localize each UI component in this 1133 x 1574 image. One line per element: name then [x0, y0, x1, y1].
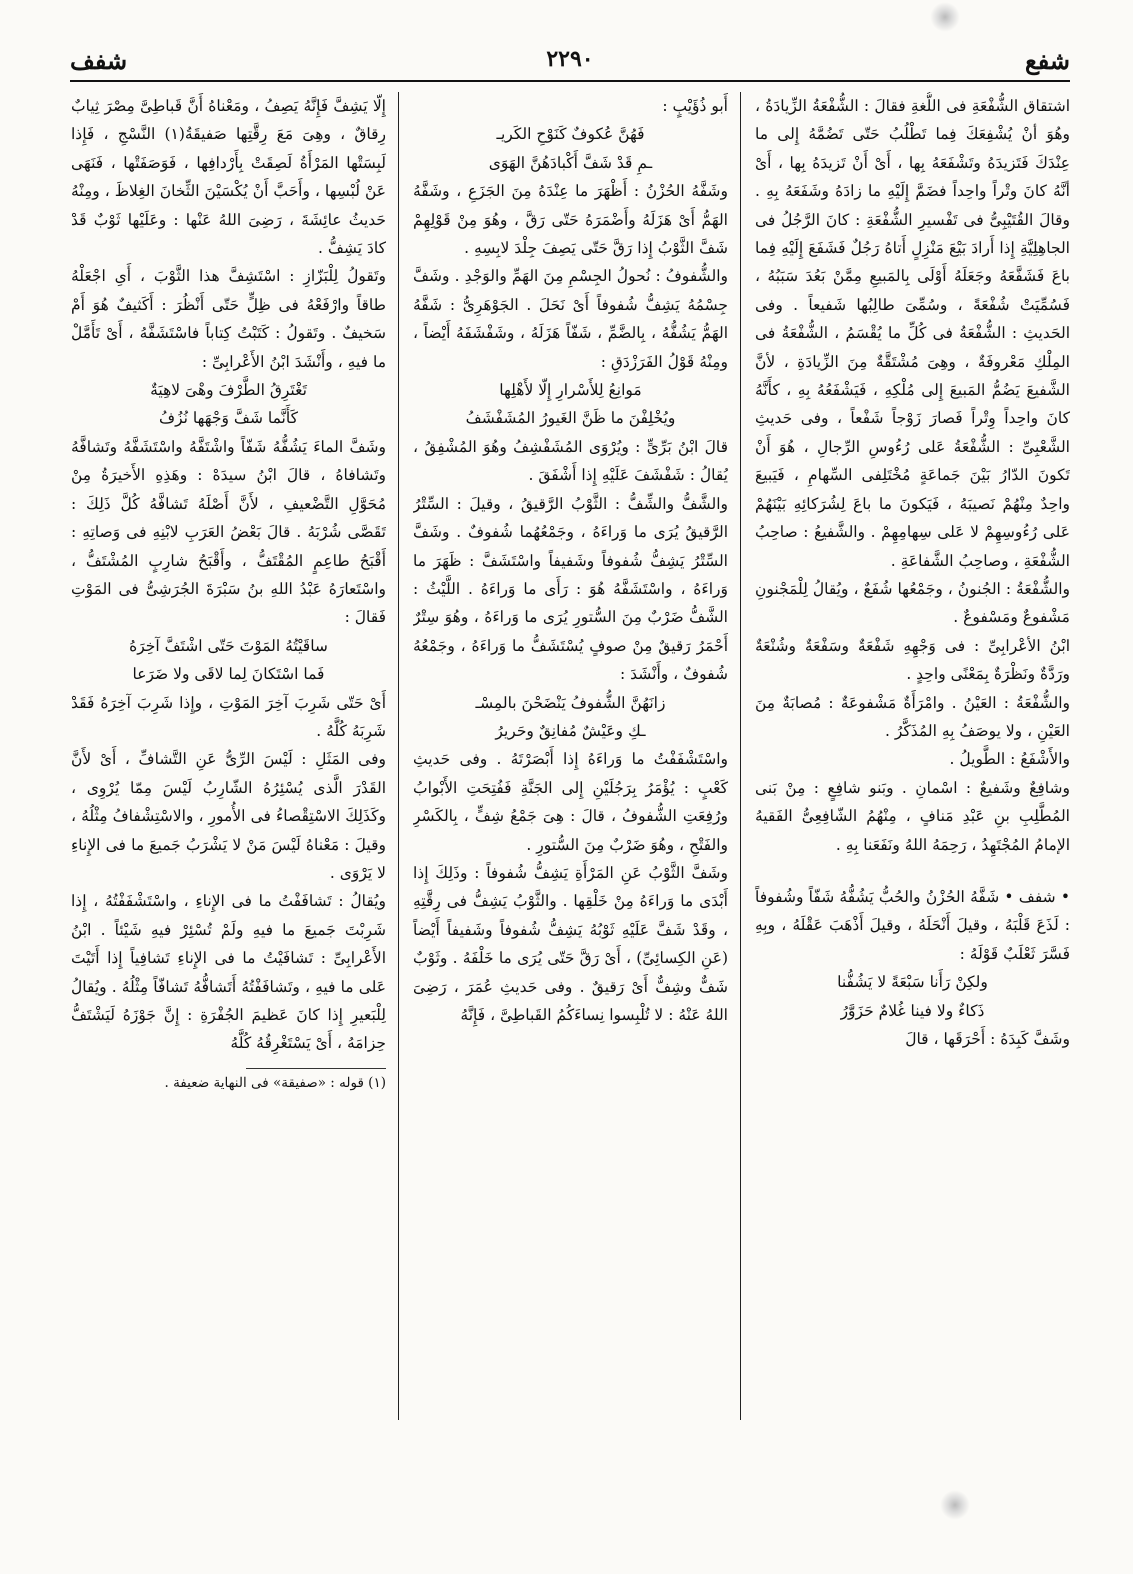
- verse-line: فَهُنَّ عُكوفٌ كَنَوْحِ الكَريـ: [496, 125, 645, 144]
- entry-paragraph: واسْتَشْفَفْتُ ما وَراءَهُ إِذا أَبْصَرْتَهُ . وفى حَديثِ كَعْبٍ : يُؤْمَرُ بِرَجُلَيْنِ إِلى الجَنَّةِ فَفُتِحَتِ الأَبْوابُ ورُفِعَتِ الشُّفوفُ ، قالَ : هِىَ جَمْعُ شِفٍّ ، بِالكَسْرِ والفَتْحِ ، وهُوَ ضَرْبٌ مِنَ السُّتورِ .: [413, 750, 728, 854]
- entry-paragraph: والشُّفوفُ : نُحولُ الجِسْمِ مِنَ الهَمِّ والوَجْدِ . وشَفَّ جِسْمُهُ يَشِفُّ شُفوفاً أَىْ نَحَلَ . الجَوْهَرِىُّ : شَفَّهُ الهَمُّ يَشُفُّهُ ، بِالضَّمِّ ، شَفّاً هَزَلَهُ ، وشَفْشَفَهُ أَيْضاً ، ومِنْهُ قَوْلُ الفَرَزْدَقِ :: [413, 267, 728, 371]
- section-gap: [755, 859, 1070, 883]
- verse-line: كَأَنَّما شَفَّ وَجْهَها نُزُفُ: [159, 409, 298, 428]
- verse-line: ـكِ وعَيْشٌ مُفانِقٌ وحَريرُ: [495, 721, 646, 740]
- entry-paragraph: وشَفَّ الماءَ يَشُفُّهُ شَفّاً واشْتَفَّهُ واسْتَشَفَّهُ وتَشافَّهُ وتَشافاهُ ، قالَ ابْنُ سيدَهْ : وهَذِهِ الأَخيرَةُ مِنْ مُحَوَّلِ التَّضْعيفِ ، لأَنَّ أَصْلَهُ تَشافَّهُ كُلَّ ذَلِكَ : تَقَصَّى شُرْبَهُ . قالَ بَعْضُ العَرَبِ لابْنِهِ فى وَصاتِهِ : أَقْبَحُ طاعِمٍ المُقْتَفُّ ، وأَقْبَحُ شارِبٍ المُشْتَفُّ ، واسْتَعارَهُ عَبْدُ اللهِ بنُ سَبْرَةَ الجُرَشِىُّ فى المَوْتِ فَقالَ :: [71, 437, 386, 627]
- verse-line: فَما اسْتَكانَ لِما لاقَى ولا ضَرَعا: [132, 665, 325, 684]
- entry-paragraph: والأَشْفَعُ : الطَّويلُ .: [949, 750, 1070, 769]
- verse-line: تَغْتَرِقُ الطَّرْفَ وهْىَ لاهِيَةٌ: [150, 381, 307, 400]
- scan-speck: [930, 2, 960, 32]
- entry-paragraph: وفى المَثَلِ : لَيْسَ الرِّىُّ عَنِ التَّشافِّ ، أَىْ لأَنَّ القَدْرَ الَّذى يُسْئِرُهُ الشّارِبُ لَيْسَ مِمّا يُرْوِى ، وكَذَلِكَ الاسْتِقْصاءُ فى الأُمورِ ، والاسْتِشْفافُ مِثْلُهُ ، وقيلَ : مَعْناهُ لَيْسَ مَنْ لا يَشْرَبُ جَميعَ ما فى الإِناءِ لا يَرْوَى .: [71, 750, 386, 882]
- entry-heading-paragraph: • شفف • شَفَّهُ الحُزْنُ والحُبُّ يَشُفُّهُ شَفّاً وشُفوفاً : لَذَعَ قَلْبَهُ ، وقيلَ أَنْحَلَهُ ، وقيلَ أَذْهَبَ عَقْلَهُ ، وبِهِ فَسَّرَ ثَعْلَبٌ قَوْلَهُ :: [755, 887, 1070, 963]
- entry-paragraph: ابْنُ الأعْرابِىِّ : فى وَجْهِهِ شَفْعَةٌ وسَفْعَةٌ وشُنْعَةٌ ورَدَّةٌ ونَظْرَةٌ بِمَعْنًى واحِدٍ .: [755, 636, 1070, 684]
- column-left: [71, 92, 386, 1454]
- verse-line: ـمِ قَدْ شَفَّ أَكْبادَهُنَّ الهَوَى: [488, 153, 653, 172]
- verse-line: ساقَيْتُهُ المَوْتَ حَتّى اشْتَفَّ آخِرَهُ: [129, 636, 328, 655]
- column-divider: [398, 92, 399, 1420]
- column-right: [755, 92, 1070, 1454]
- entry-paragraph: وشَفَّهُ الحُزْنُ : أَظْهَرَ ما عِنْدَهُ مِنَ الجَزَعِ ، وشَفَّهُ الهَمُّ أَىْ هَزَلَهُ وأَضْمَرَهُ حَتّى رَقَّ ، وهُوَ مِنْ قَوْلِهِمْ شَفَّ الثَّوْبُ إِذا رَقَّ حَتّى يَصِفَ جِلْدَ لابِسِهِ .: [413, 182, 728, 258]
- entry-paragraph: وشَفَّ الثَّوْبُ عَنِ المَرْأَةِ يَشِفُّ شُفوفاً : وذَلِكَ إِذا أَبْدَى ما وَراءَهُ مِنْ خَلْقِها . والثَّوْبُ يَشِفُّ فى رِقَّتِهِ ، وقَدْ شَفَّ عَلَيْهِ ثَوْبُهُ يَشِفُّ شُفوفاً وشَفيفاً أَيْضاً (عَنِ الكِسائِىِّ) ، أَىْ رَقَّ حَتّى يُرَى ما خَلْفَهُ . وثَوْبٌ شَفٌّ وشِفٌّ أَىْ رَقيقٌ . وفى حَديثِ عُمَرَ ، رَضِىَ اللهُ عَنْهُ : لا تُلْبِسوا نِساءَكُمُ القَباطِىَّ ، فَإِنَّهُ: [413, 863, 728, 1024]
- entry-paragraph: ويُقالُ : تَشافَفْتُ ما فى الإِناءِ ، واسْتَشْفَفْتُهُ ، إِذا شَرِبْتَ جَميعَ ما فيهِ ولَمْ تُسْئِرْ فيهِ شَيْئاً . ابْنُ الأَعْرابِىِّ : تَشافَيْتُ ما فى الإِناءِ تَشافِياً إِذا أَتَيْتَ عَلى ما فيهِ ، وتَشافَفْتُهُ أَتَشافُّهُ تَشافّاً مِثْلُهُ . ويُقالُ لِلْبَعيرِ إِذا كانَ عَظيمَ الجُفْرَةِ : إِنَّ جَوْزَهُ لَيَشْتَفُّ حِزامَهُ ، أَىْ يَسْتَغْرِقُهُ كُلَّهُ: [71, 892, 386, 1053]
- footnote: (١) قوله : «صفيقة» فى النهاية ضعيفة .: [164, 1074, 386, 1091]
- page-header: [70, 44, 1070, 82]
- entry-paragraph: إِلّا يَشِفَّ فَإِنَّهُ يَصِفُ ، ومَعْناهُ أَنَّ قَباطِىَّ مِصْرَ ثِيابٌ رِقاقٌ ، وهِىَ مَعَ رِقَّتِها صَفيقَةُ(١) النَّسْجِ ، فَإِذا لَبِسَتْها المَرْأَةُ لَصِقَتْ بِأَرْدافِها ، فَوَصَفَتْها ، فَنَهَى عَنْ لُبْسِها ، وأَحَبَّ أَنْ يُكْسَيْنَ الثِّخانَ الغِلاظَ ، ومِنْهُ حَديثُ عائِشَةَ ، رَضِىَ اللهُ عَنْها : وعَلَيْها ثَوْبٌ قَدْ كادَ يَشِفُّ .: [71, 97, 386, 258]
- entry-paragraph: أَبو ذُؤَيْبٍ :: [662, 97, 728, 115]
- header-root-word-left: شفف: [70, 46, 128, 75]
- scan-speck: [940, 1490, 970, 1520]
- entry-paragraph: أَىْ حَتّى شَرِبَ آخِرَ المَوْتِ ، وإِذا شَرِبَ آخِرَهُ فَقَدْ شَرِبَهُ كُلَّهُ .: [71, 693, 386, 740]
- verse-line: ويُخْلِفْنَ ما ظَنَّ الغَيورُ المُشَفْشَفُ: [465, 409, 676, 428]
- entry-paragraph: اشتقاق الشُّفْعَةِ فى اللُّغةِ فقالَ : الشُّفْعَةُ الزِّيادَةُ ، وهُوَ أنْ يُشْفِعَكَ فِما تَطْلُبُ حَتّى تَضُمَّهُ إِلى ما عِنْدَكَ فَتَزيدَهُ وتَشْفَعَهُ بِها ، أَىْ أَنْ تَزيدَهُ بِها ، أَىْ أنَّهُ كانَ وتْراً واحِداً فضَمَّ إِلَيْهِ ما زادَهُ وشَفَعَهُ بِهِ . وقالَ القُتَيْبِىُّ فى تَفْسيرِ الشُّفْعَةِ : كانَ الرَّجُلُ فى الجاهِلِيَّةِ إِذا أَرادَ بَيْعَ مَنْزِلٍ أَتاهُ رَجُلٌ فَشَفَعَ إِلَيْهِ فِما باعَ فَشَفَّعَهُ وجَعَلَهُ أَوْلَى بِالمَبيعِ مِمَّنْ بَعُدَ سَبَبُهُ ، فَسُمِّيَتْ شُفْعَةً ، وسُمِّىَ طالِبُها شَفيعاً . وفى الحَديثِ : الشُّفْعَةُ فى كُلِّ ما يُقْسَمُ ، الشُّفْعَةُ فى المِلْكِ مَعْروفَةٌ ، وهِىَ مُشْتَقَّةٌ مِنَ الزِّيادَةِ ، لأنَّ الشَّفيعَ يَضُمُّ المَبيعَ إِلى مُلْكِهِ ، فَيَشْفَعُهُ بِهِ ، كأَنَّهُ كانَ واحِداً وِتْراً فَصارَ زَوْجاً شَفْعاً ، وفى حَديثِ الشَّعْبِىِّ : الشُّفْعَةُ عَلى رُءُوسِ الرِّجالِ ، هُوَ أَنْ تَكونَ الدّارُ بَيْنَ جَماعَةٍ مُخْتَلِفى السِّهامِ ، فَيَبيعَ واحِدٌ مِنْهُمْ نَصيبَهُ ، فَيَكونَ ما باعَ لِشُرَكائِهِ بَيْنَهُمْ عَلى رُءُوسِهِمْ لا عَلى سِهامِهِمْ . والشَّفيعُ : صاحِبُ الشُّفْعَةِ ، وصاحِبُ الشَّفاعَةِ .: [755, 97, 1070, 570]
- verse-line: ولكِنْ رَأَنا سَبْعَةً لا يَشُفُّنا: [837, 973, 988, 992]
- header-rule: [70, 80, 1070, 82]
- column-divider: [740, 92, 741, 1420]
- header-root-word-right: شفع: [1024, 46, 1070, 75]
- entry-paragraph: والشُّفْعَةُ : الجُنونُ ، وجَمْعُها شُفَعٌ ، ويُقالُ لِلْمَجْنونِ مَشْفوعٌ ومَسْفوعٌ .: [755, 579, 1070, 627]
- verse-line: ذَكاءٌ ولا فينا غُلامٌ حَزَوَّرُ: [840, 1001, 985, 1020]
- entry-paragraph: وتَقولُ لِلْبَزّازِ : اسْتَشِفَّ هذا الثَّوْبَ ، أَىِ اجْعَلْهُ طاقاً وارْفَعْهُ فى ظِلٍّ حَتّى أَنْظُرَ : أَكَثيفٌ هُوَ أَمْ سَخيفٌ . وتَقولُ : كَتَبْتُ كِتاباً فاسْتَشَفَّهُ ، أَىْ تَأَمَّلْ ما فيهِ ، وأَنْشَدَ ابْنُ الأَعْرابِىِّ :: [71, 267, 386, 371]
- entry-paragraph: والشَّفُّ والشِّفُّ : الثَّوْبُ الرَّقيقُ ، وقيلَ : السِّتْرُ الرَّقيقُ يُرَى ما وَراءَهُ ، وجَمْعُهُما شُفوفٌ . وشَفَّ السِّتْرُ يَشِفُّ شُفوفاً وشَفيفاً واسْتَشَفَّ : ظَهَرَ ما وَراءَهُ ، واسْتَشَفَّهُ هُوَ : رَأَى ما وَراءَهُ . اللَّيْثُ : الشَّفُّ ضَرْبٌ مِنَ السُّتورِ يُرَى ما وَراءَهُ ، وهُوَ سِتْرٌ أَحْمَرُ رَقيقٌ مِنْ صوفٍ يُسْتَشَفُّ ما وَراءَهُ ، وجَمْعُهُ شُفوفٌ ، وأَنْشَدَ :: [413, 494, 728, 684]
- column-middle: [413, 92, 728, 1454]
- verse-line: مَوانِعُ لِلأَسْرارِ إِلّا لأَهْلِها: [499, 381, 642, 400]
- dictionary-page: [70, 44, 1070, 1464]
- entry-paragraph: قالَ ابْنُ بَرِّىٍّ : ويُرْوَى المُشَفْشِفُ وهُوَ المُشْفِقُ ، يُقالُ : شَفْشَفَ عَلَيْهِ إِذا أَشْفَقَ .: [413, 437, 728, 485]
- entry-paragraph: والشُّفْعَةُ : العَيْنُ . وامْرَأَةٌ مَشْفوعَةٌ : مُصابَةٌ مِنَ العَيْنِ ، ولا يوصَفُ بِهِ المُذَكَّرُ .: [755, 693, 1070, 740]
- footnote-rule: [246, 1068, 386, 1069]
- verse-line: زانَهُنَّ الشُّفوفُ يَنْضَحْنَ بالمِسْـ: [475, 693, 666, 712]
- entry-paragraph: وشَفَّ كَبِدَهُ : أَحْرَقَها ، قالَ: [905, 1030, 1070, 1048]
- entry-paragraph: وشافِعٌ وشَفيعٌ : اسْمانِ . وبَنو شافِعٍ : مِنْ بَنى المُطَّلِبِ بنِ عَبْدِ مَنافٍ ، مِنْهُمُ الشّافِعِىُّ الفَقيهُ الإمامُ المُجْتَهِدُ ، رَحِمَهُ اللهُ ونَفَعَنا بِهِ .: [755, 778, 1070, 854]
- page-number: ٢٢٩٠: [546, 46, 594, 72]
